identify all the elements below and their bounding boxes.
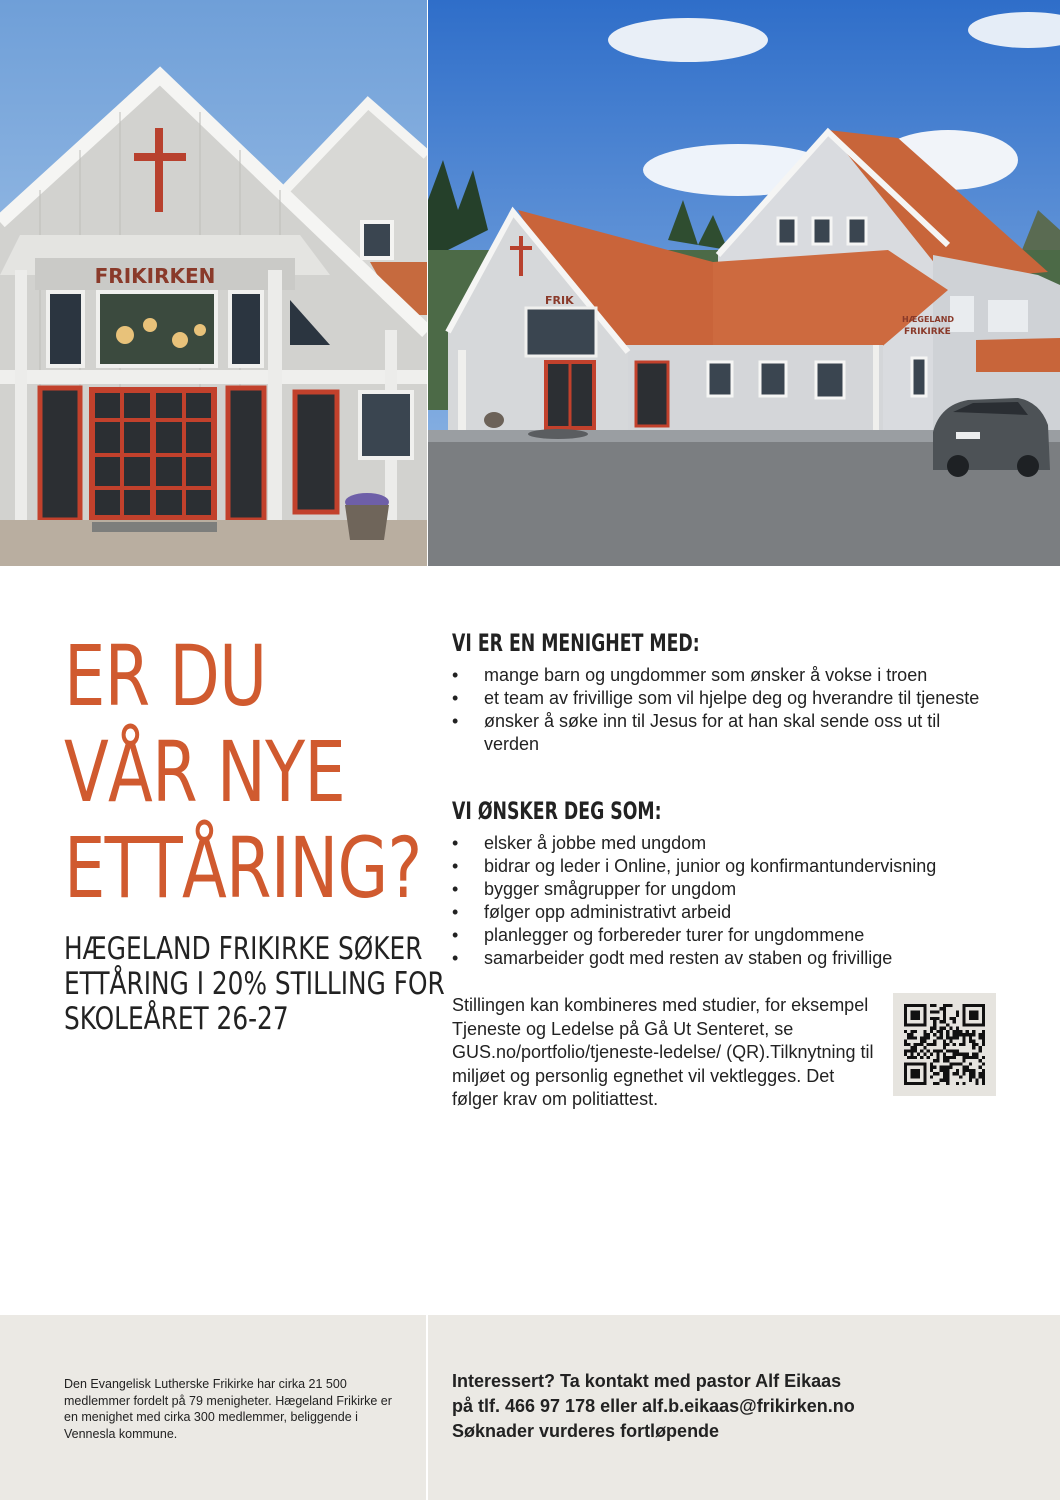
headline-line-3: ETTÅRING? <box>64 819 422 917</box>
footer-about-panel <box>0 1315 426 1500</box>
facade-sign-frikirken: FRIKIRKEN <box>94 264 216 288</box>
facade-sign-frik: FRIK <box>545 294 574 307</box>
section-title-congregation: VI ER EN MENIGHET MED: <box>452 629 700 657</box>
qr-code[interactable] <box>893 993 996 1096</box>
section-title-wishes: VI ØNSKER DEG SOM: <box>452 797 662 825</box>
headline-line-2: VÅR NYE <box>64 723 345 821</box>
contact-line-1: Interessert? Ta kontakt med pastor Alf Eikaas <box>452 1371 842 1391</box>
list-item: • bygger smågrupper for ungdom <box>452 878 992 901</box>
list-item: • planlegger og forbereder turer for ungdommene <box>452 924 992 947</box>
subheadline-line-2: ETTÅRING I 20% STILLING FOR <box>64 966 445 1002</box>
list-item: • et team av frivillige som vil hjelpe deg og hverandre til tjeneste <box>452 687 992 710</box>
headline-line-1: ER DU <box>64 627 267 725</box>
list-item: • bidrar og leder i Online, junior og konfirmantundervisning <box>452 855 992 878</box>
church-building-photo <box>428 0 1060 566</box>
list-item: • følger opp administrativt arbeid <box>452 901 992 924</box>
footer-about-text: Den Evangelisk Lutherske Frikirke har cirka 21 500 medlemmer fordelt på 79 menigheter. Hægeland Frikirke er en menighet med cirka 300 medlemmer, beliggende i Vennesla kommune. <box>64 1377 392 1441</box>
facade-sign-frikirke: FRIKIRKE <box>904 327 951 337</box>
church-entrance-photo <box>0 0 427 566</box>
contact-line-2[interactable]: på tlf. 466 97 178 eller alf.b.eikaas@frikirken.no <box>452 1396 855 1416</box>
list-item: • ønsker å søke inn til Jesus for at han skal sende oss ut til verden <box>452 710 992 756</box>
contact-info <box>452 1369 1052 1444</box>
wishes-list <box>452 832 992 970</box>
contact-line-3: Søknader vurderes fortløpende <box>452 1421 720 1441</box>
footer-contact-panel <box>428 1315 1060 1500</box>
subheadline-line-1: HÆGELAND FRIKIRKE SØKER <box>64 931 423 967</box>
facade-sign-haegeland: HÆGELAND <box>902 315 955 324</box>
subheadline-line-3: SKOLEÅRET 26-27 <box>64 1001 289 1037</box>
list-item: • samarbeider godt med resten av staben og frivillige <box>452 947 992 970</box>
list-item: • mange barn og ungdommer som ønsker å vokse i troen <box>452 664 992 687</box>
list-item: • elsker å jobbe med ungdom <box>452 832 992 855</box>
congregation-list <box>452 664 992 756</box>
headline <box>64 628 422 916</box>
position-details-paragraph: Stillingen kan kombineres med studier, for eksempel Tjeneste og Ledelse på Gå Ut Senteret, se GUS.no/portfolio/tjeneste-ledelse/ (QR).Tilknytning til miljøet og personlig egnethet vil vektlegges. Det følger krav om politiattest. <box>452 995 874 1109</box>
qr-code-icon <box>904 1004 985 1085</box>
subheadline <box>64 932 445 1037</box>
